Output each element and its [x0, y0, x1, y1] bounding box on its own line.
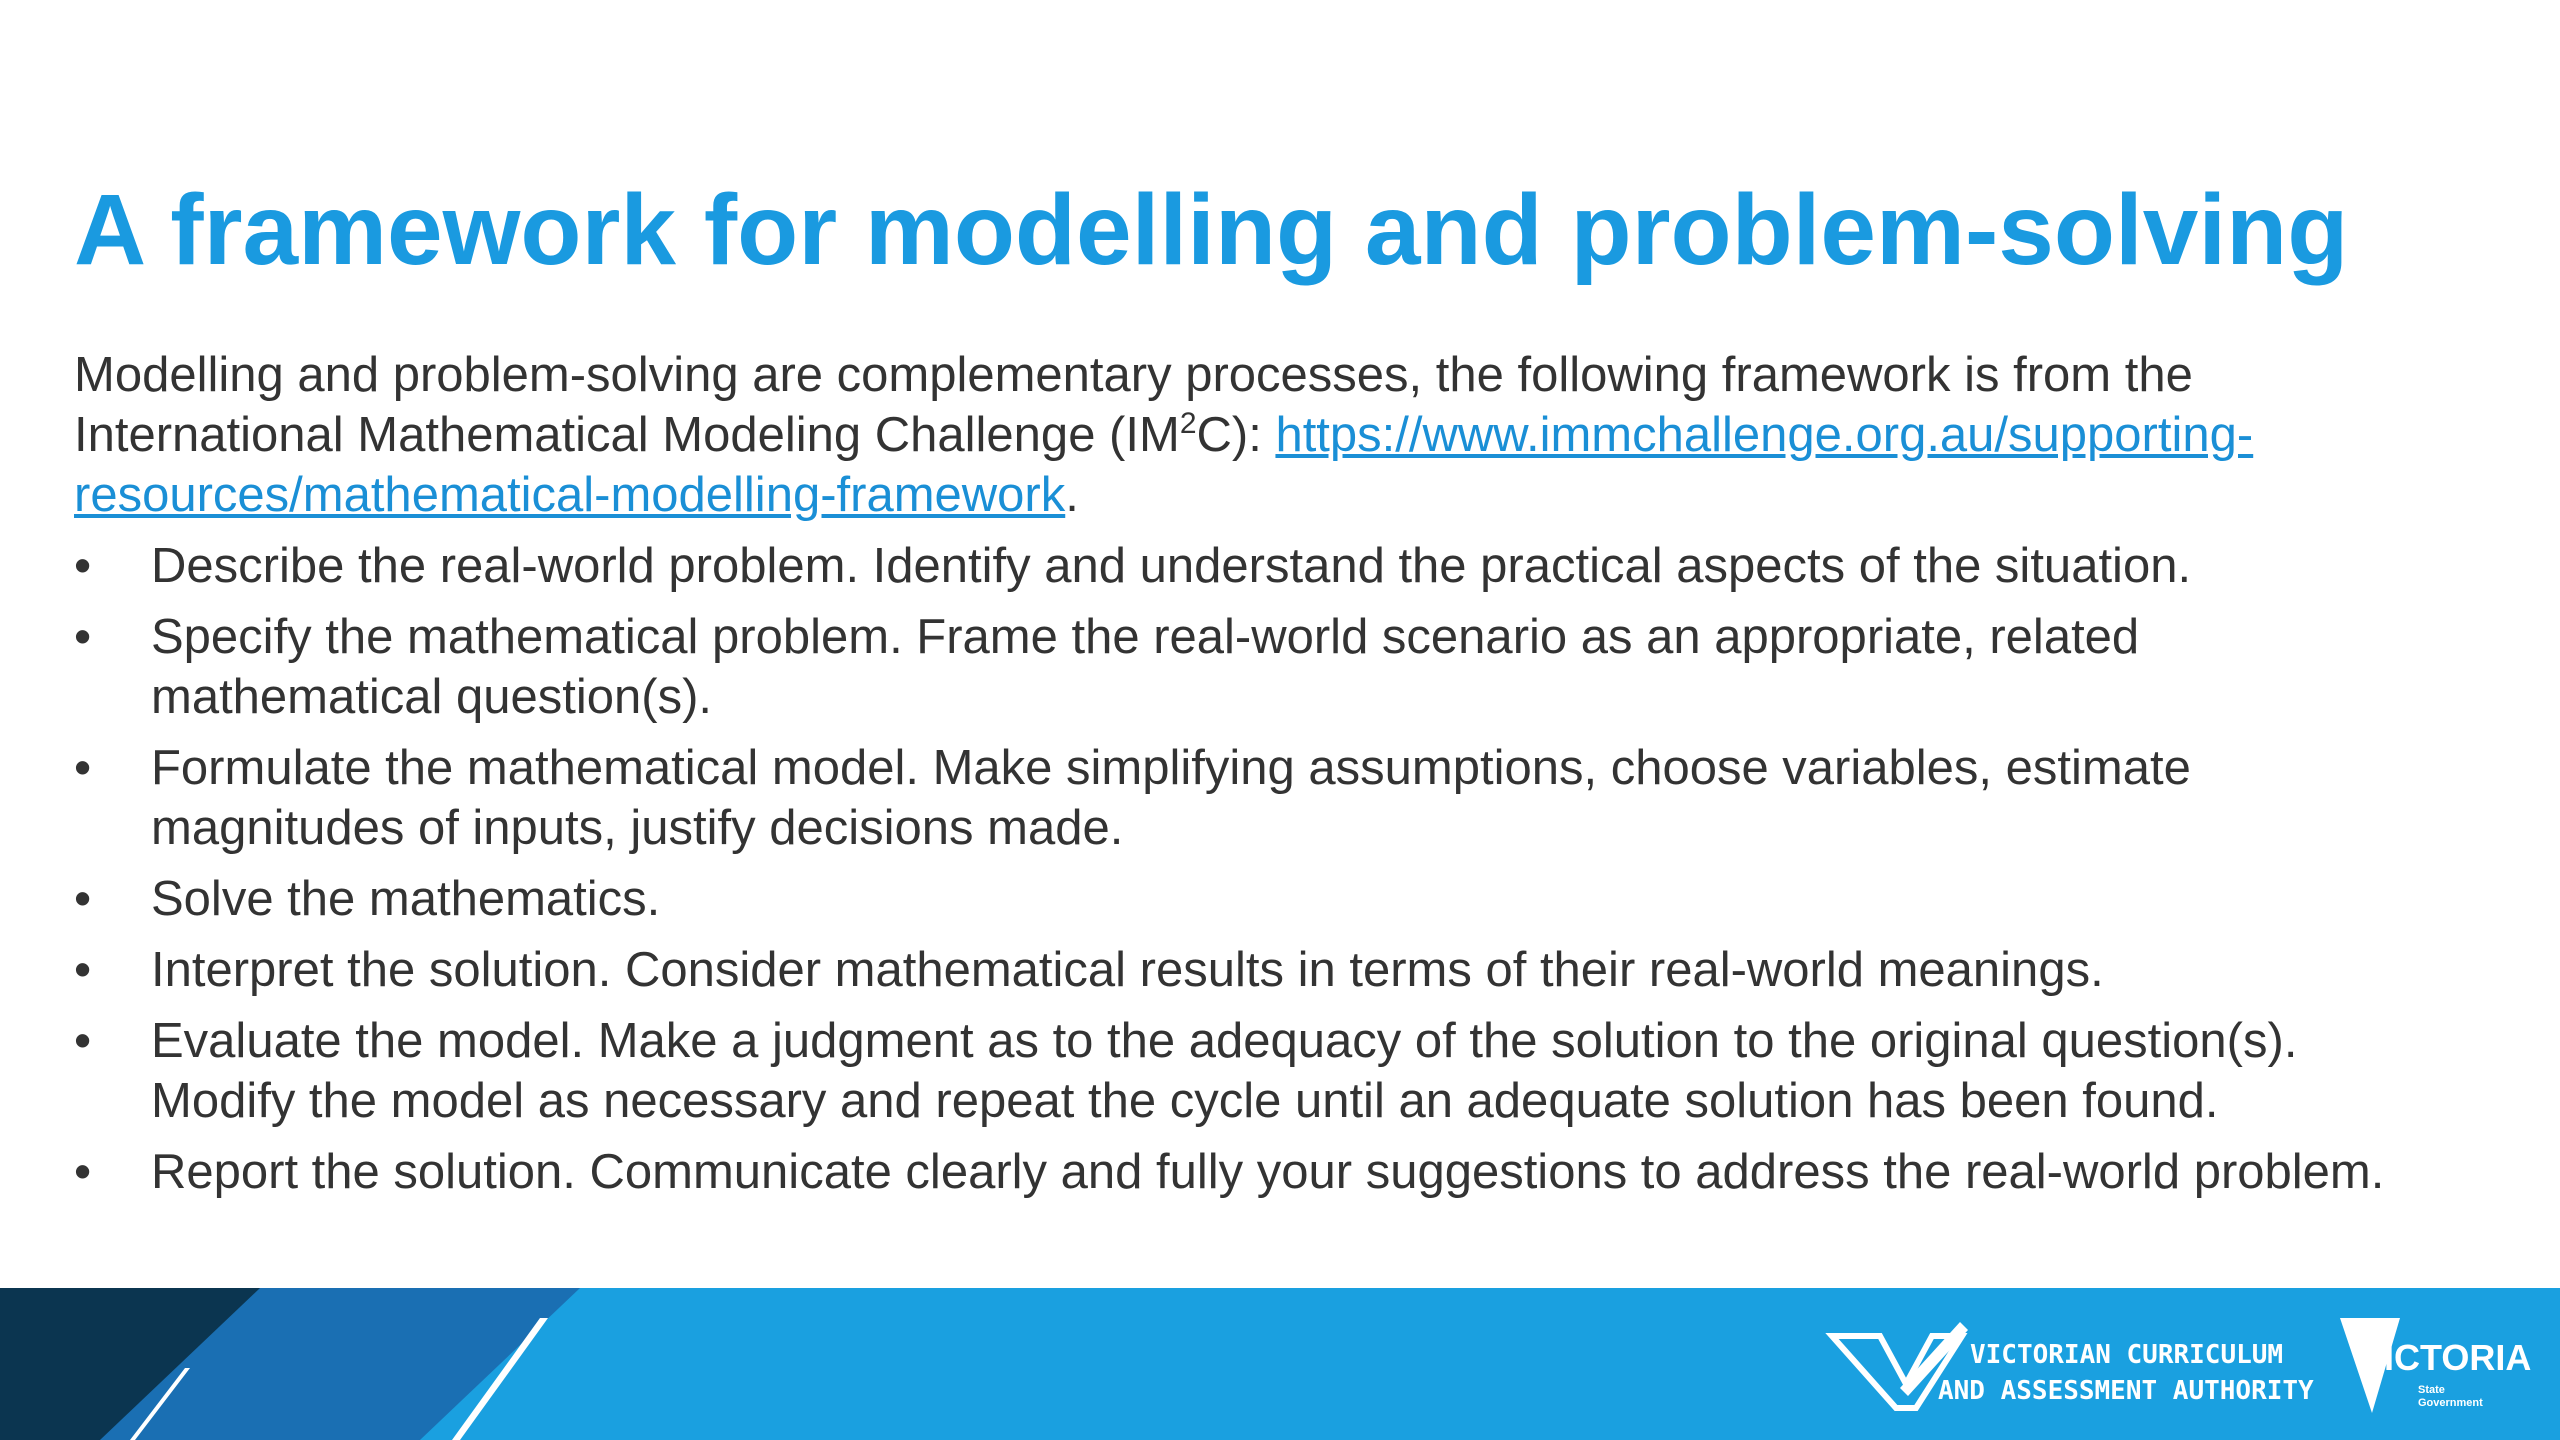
list-item: [74, 1142, 2404, 1202]
slide-title: A framework for modelling and problem-solving: [74, 174, 2349, 286]
footer-graphic: [0, 1288, 2560, 1440]
list-item: [74, 607, 2404, 727]
bullet-icon: •: [74, 539, 92, 593]
bullet-icon: •: [74, 872, 92, 926]
victoria-sub-state: State: [2418, 1384, 2445, 1396]
intro-superscript: 2: [1179, 407, 1197, 440]
list-item-text: Solve the mathematics.: [151, 872, 661, 926]
intro-text: Modelling and problem-solving are complementary processes, the following framework is from the International Mathematical Modeling Challenge (IM: [74, 348, 2193, 462]
vcaa-text-line2: AND ASSESSMENT AUTHORITY: [1938, 1376, 2314, 1406]
footer-banner: [0, 1288, 2560, 1440]
bullet-icon: •: [74, 1014, 92, 1068]
victoria-wordmark: VICTORIA: [2360, 1337, 2532, 1378]
list-item-text: Interpret the solution. Consider mathematical results in terms of their real-world meanings.: [151, 943, 2104, 997]
intro-paragraph: [74, 345, 2404, 525]
slide-body: [74, 345, 2404, 1213]
bullet-icon: •: [74, 943, 92, 997]
vcaa-text-line1: VICTORIAN CURRICULUM: [1970, 1340, 2284, 1370]
bullet-icon: •: [74, 610, 92, 664]
list-item-text: Evaluate the model. Make a judgment as to the adequacy of the solution to the original question(s). Modify the model as necessary and repeat the cycle until an adequate solution has been found.: [151, 1014, 2298, 1128]
list-item: [74, 1011, 2404, 1131]
list-item: [74, 869, 2404, 929]
bullet-icon: •: [74, 741, 92, 795]
list-item: [74, 738, 2404, 858]
victoria-sub-government: Government: [2418, 1397, 2483, 1409]
list-item-text: Describe the real-world problem. Identify and understand the practical aspects of the situation.: [151, 539, 2192, 593]
list-item: [74, 940, 2404, 1000]
framework-link[interactable]: https://www.immchallenge.org.au/supporting-resources/mathematical-modelling-framework: [74, 408, 2254, 522]
intro-text-continued: C):: [1196, 408, 1276, 462]
list-item-text: Specify the mathematical problem. Frame the real-world scenario as an appropriate, related mathematical question(s).: [151, 610, 2140, 724]
list-item-text: Formulate the mathematical model. Make simplifying assumptions, choose variables, estimate magnitudes of inputs, justify decisions made.: [151, 741, 2191, 855]
list-item-text: Report the solution. Communicate clearly and fully your suggestions to address the real-world problem.: [151, 1145, 2385, 1199]
list-item: [74, 536, 2404, 596]
intro-trailing-period: .: [1065, 468, 1079, 522]
bullet-icon: •: [74, 1145, 92, 1199]
framework-steps-list: [74, 536, 2404, 1202]
